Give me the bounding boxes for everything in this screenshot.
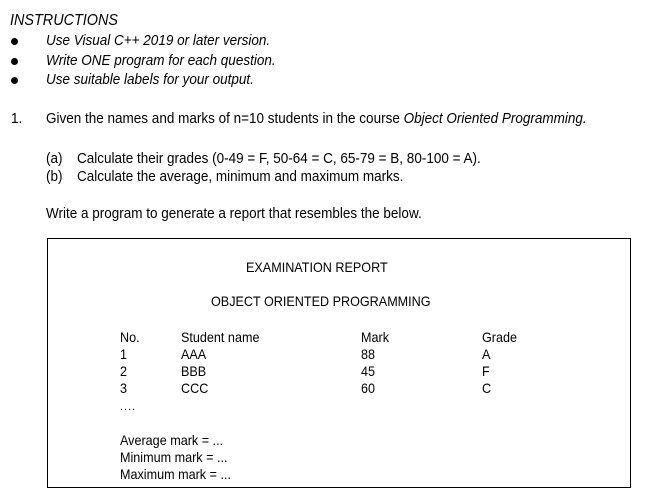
question-text-prefix: Given the names and marks of n=10 students in the course bbox=[46, 110, 404, 127]
row-student-name: AAA bbox=[181, 346, 207, 362]
instructions-heading: INSTRUCTIONS bbox=[10, 12, 118, 29]
row-mark: 45 bbox=[361, 363, 376, 379]
column-header-no: No. bbox=[120, 329, 140, 345]
question-text bbox=[46, 110, 587, 127]
part-label: (b) bbox=[46, 168, 63, 185]
part-text: Calculate the average, minimum and maximum marks. bbox=[77, 168, 404, 185]
row-mark: 88 bbox=[361, 346, 376, 362]
bullet-icon bbox=[11, 58, 18, 65]
summary-maximum: Maximum mark = ... bbox=[120, 466, 231, 482]
row-number: 1 bbox=[120, 346, 128, 362]
report-title: EXAMINATION REPORT bbox=[246, 259, 388, 275]
part-text: Calculate their grades (0-49 = F, 50-64 = C, 65-79 = B, 80-100 = A). bbox=[77, 150, 481, 167]
rows-ellipsis: .... bbox=[120, 401, 137, 413]
row-grade: F bbox=[482, 363, 490, 379]
column-header-mark: Mark bbox=[361, 329, 390, 345]
task-text: Write a program to generate a report that resembles the below. bbox=[46, 205, 422, 222]
question-number: 1. bbox=[11, 110, 23, 127]
instruction-item: Write ONE program for each question. bbox=[46, 52, 276, 69]
row-student-name: BBB bbox=[181, 363, 207, 379]
summary-average: Average mark = ... bbox=[120, 432, 224, 448]
part-label: (a) bbox=[46, 150, 63, 167]
bullet-icon bbox=[11, 77, 18, 84]
row-grade: C bbox=[482, 380, 492, 396]
instruction-item: Use Visual C++ 2019 or later version. bbox=[46, 32, 271, 49]
instruction-item: Use suitable labels for your output. bbox=[46, 71, 254, 88]
column-header-student-name: Student name bbox=[181, 329, 260, 345]
row-number: 2 bbox=[120, 363, 128, 379]
column-header-grade: Grade bbox=[482, 329, 518, 345]
row-grade: A bbox=[482, 346, 491, 362]
report-course: OBJECT ORIENTED PROGRAMMING bbox=[211, 293, 431, 309]
bullet-icon bbox=[11, 38, 18, 45]
summary-minimum: Minimum mark = ... bbox=[120, 449, 228, 465]
row-mark: 60 bbox=[361, 380, 376, 396]
row-number: 3 bbox=[120, 380, 128, 396]
row-student-name: CCC bbox=[181, 380, 209, 396]
course-name: Object Oriented Programming. bbox=[403, 110, 587, 127]
